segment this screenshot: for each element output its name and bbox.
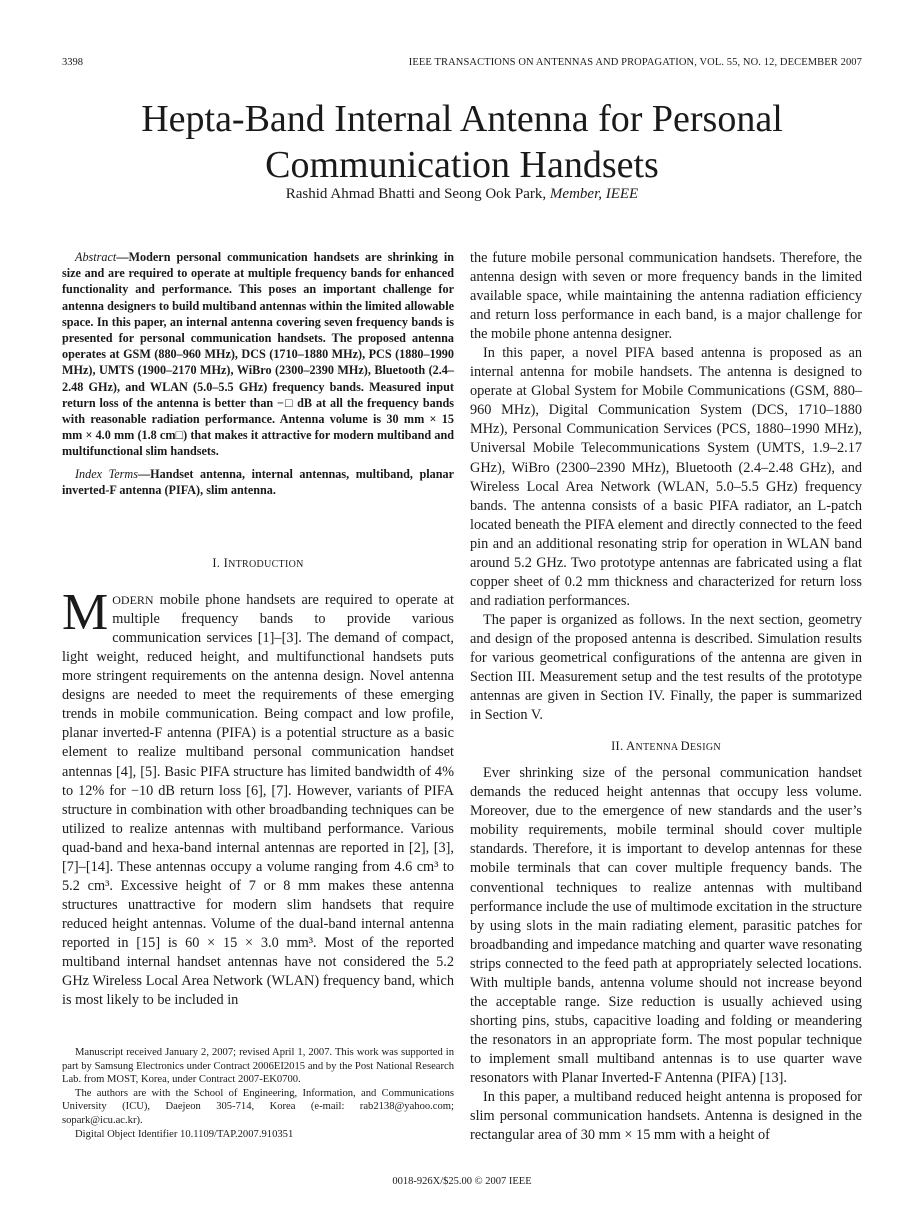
first-word: ODERN — [112, 593, 154, 608]
intro-paragraph-3: The paper is organized as follows. In the next section, geometry and design of the proposed antenna is described. Simulation results for various geometrical configurations of the antenna are given in Section III. Measurement setup and the test results of the prototype antennas are given in Section IV. Finally, the paper is summarized in Section V. — [470, 611, 862, 724]
footnote-doi: Digital Object Identifier 10.1109/TAP.2007.910351 — [75, 1128, 294, 1140]
drop-cap: M — [62, 584, 109, 642]
author-line — [0, 186, 924, 203]
paper-title — [0, 96, 924, 188]
abstract-label: Abstract — [75, 250, 117, 264]
index-terms-text: —Handset antenna, internal antennas, multiband, planar inverted-F antenna (PIFA), slim antenna. — [62, 466, 455, 497]
footnotes — [62, 1046, 454, 1141]
page-number: 3398 — [62, 57, 83, 68]
author-membership: Member, IEEE — [546, 186, 639, 202]
intro-continuation: the future mobile personal communication handsets. Therefore, the antenna design with seven or more frequency bands in the limited available space, while maintaining the antenna radiation efficiency and return loss performance in each band, is a major challenge for the mobile phone antenna designer. — [470, 250, 862, 343]
intro-paragraph: MODERN mobile phone handsets are required to operate at multiple frequency bands to provide various communication services [1]–[3]. The demand of compact, light weight, reduced height, and multifunctional handsets puts more stringent requirements on the antenna design. Novel antenna designs are needed to meet the requirements of these emerging trends in mobile communication. Being compact and low profile, planar inverted-F antenna (PIFA) is a potential structure as a basic element to realize multiband personal communication handset antennas [4], [5]. Basic PIFA structure has limited bandwidth of 4% to 12% for −10 dB return loss [6], [7]. However, variants of PIFA structure in combination with other broadbanding techniques can be utilized to realize antennas with multiband performance. Various quad-band and hexa-band internal antennas are reported in [2], [3], [7]–[14]. These antennas occupy a volume ranging from 4.6 cm³ to 5.2 cm³. Excessive height of 7 or 8 mm makes these antenna structures unattractive for modern slim handsets that require reduced height antennas. Volume of the dual-band internal antenna reported in [15] is 60 × 15 × 3.0 mm³. Most of the reported multiband internal handset antennas have not considered the 5.2 GHz Wireless Local Area Network (WLAN) frequency band, which is most likely to be included in — [62, 584, 454, 1009]
intro-paragraph-2: In this paper, a novel PIFA based antenna is proposed as an internal antenna for mobile handsets. The antenna is designed to operate at Global System for Mobile Communications (GSM, 880–960 MHz), Digital Communication System (DCS, 1710–1880 MHz), Personal Communication Services (PCS, 1880–1990 MHz), Universal Mobile Telecommunications System (UMTS, 1.9–2.17 GHz), WiBro (2300–2390 MHz), Bluetooth (2.4–2.48 GHz), and Wireless Local Area Network (WLAN, 5.0–5.5 GHz) frequency bands. The antenna consists of a basic PIFA radiator, an L-patch located beneath the PIFA element and directly connected to the feed pin and an additional resonating strip for operation in WLAN band around 5.2 GHz. Two prototype antennas are fabricated using a flat copper sheet of 0.2 mm thickness and characterized for return loss and radiation performances. — [470, 345, 862, 609]
title-line-1: Hepta-Band Internal Antenna for Personal — [141, 98, 783, 140]
abstract-text: —Modern personal communication handsets are shrinking in size and are required to operate at multiple frequency bands for enhanced functionality and performance. This poses an important challenge for antenna designers to build multiband antennas within the limited allowable space. In this paper, an internal antenna covering seven frequency bands is presented for personal communication handsets. The proposed antenna operates at GSM (880–960 MHz), DCS (1710–1880 MHz), PCS (1880–1990 MHz), UMTS (1900–2170 MHz), WiBro (2300–2390 MHz), Bluetooth (2.4–2.48 GHz), and WLAN (5.0–5.5 GHz) frequency bands. Measured input return loss of the antenna is better than −□ dB at all the frequency bands with reasonable radiation performance. Antenna volume is 30 mm × 15 mm × 4.0 mm (1.8 cm□) that makes it attractive for modern multiband and multifunctional slim handsets. — [62, 250, 454, 459]
journal-header: IEEE TRANSACTIONS ON ANTENNAS AND PROPAGATION, VOL. 55, NO. 12, DECEMBER 2007 — [408, 57, 862, 68]
index-terms-label: Index Terms — [75, 466, 138, 481]
right-column — [470, 249, 862, 1145]
design-paragraph-2: In this paper, a multiband reduced height antenna is proposed for slim personal communication handsets. Antenna is designed in the rectangular area of 30 mm × 15 mm with a height of — [470, 1089, 862, 1144]
left-column — [62, 249, 454, 1010]
footnote-affiliation: The authors are with the School of Engineering, Information, and Communications University (ICU), Daejeon 305-714, Korea (e-mail: rab2138@yahoo.com; sopark@icu.ac.kr). — [62, 1087, 454, 1126]
section-heading-introduction: I. INTRODUCTION — [212, 556, 304, 571]
footnote-manuscript: Manuscript received January 2, 2007; revised April 1, 2007. This work was supported in part by Samsung Electronics under Contract 2006EI2015 and by the Post National Research Lab. from MOST, Korea, under Contract 2007-EK0700. — [62, 1047, 454, 1086]
abstract — [62, 249, 454, 460]
section-heading-antenna-design: II. ANTENNA DESIGN — [611, 739, 721, 754]
index-terms — [62, 466, 454, 498]
title-line-2: Communication Handsets — [265, 144, 659, 186]
design-paragraph-1: Ever shrinking size of the personal communication handset demands the reduced height antennas that occupy less volume. Moreover, due to the emergence of new standards and the user’s mobility requirements, mobile terminal should cover multiple standards. Therefore, it is important to develop antennas for these mobile terminals that can cover multiple frequency bands. The conventional techniques to realize antennas with multiband performance include the use of multimode excitation in the structure by using slots in the main radiating element, parasitic patches for broadbanding and impedance matching and quarter wave resonating strips connected to the feed path at appropriately selected locations. With multiple bands, antenna volume should not increase beyond the acceptable range. Size reduction is usually achieved using shorting pins, stubs, capacitive loading and folding or meandering the resonators in an appropriate form. The most popular technique to implement small multiband antennas is to use quarter wave resonators with Planar Inverted-F Antenna (PIFA) [13]. — [470, 765, 862, 1086]
author-names: Rashid Ahmad Bhatti and Seong Ook Park, — [285, 186, 547, 202]
copyright-footer: 0018-926X/$25.00 © 2007 IEEE — [392, 1176, 532, 1187]
